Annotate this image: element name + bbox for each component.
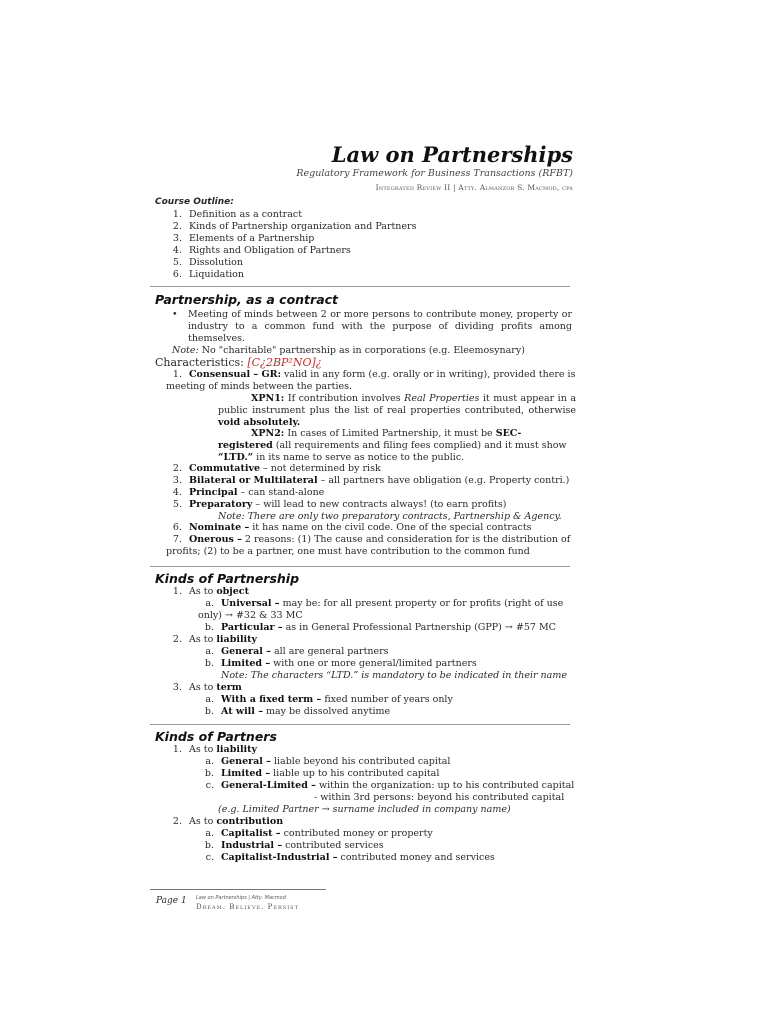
kpr-liability: 1. As to liability bbox=[172, 744, 258, 755]
kp-limited: b. Limited – with one or more general/limited partners bbox=[204, 658, 477, 669]
characteristics-list bbox=[166, 463, 569, 511]
list-item: 4. Principal – can stand-alone bbox=[172, 487, 325, 498]
section-heading-kinds-partners: Kinds of Partners bbox=[155, 729, 277, 744]
characteristic-1: 1. Consensual – GR: valid in any form (e.g. orally or in writing), provided there is meeting of minds between the parties. bbox=[166, 369, 576, 392]
kpr-gl-note: (e.g. Limited Partner → surname included in company name) bbox=[218, 804, 511, 815]
kp-general: a. General – all are general partners bbox=[205, 646, 389, 657]
kp-fixed-term: a. With a fixed term – fixed number of years only bbox=[205, 694, 453, 705]
preparatory-note: Note: There are only two preparatory contracts, Partnership & Agency. bbox=[218, 511, 562, 522]
kpr-contribution: 2. As to contribution bbox=[172, 816, 284, 827]
page-subtitle: Regulatory Framework for Business Transactions (RFBT) bbox=[296, 168, 573, 179]
kp-liability: 2. As to liability bbox=[172, 634, 258, 645]
page-number: Page 1 bbox=[156, 896, 187, 906]
mnemonic: [C¿2BP²NO]¿ bbox=[247, 356, 322, 369]
list-item: 2. Kinds of Partnership organization and Partners bbox=[172, 221, 417, 232]
course-outline-heading: Course Outline: bbox=[155, 197, 234, 207]
xpn2: XPN2: In cases of Limited Partnership, it must be SEC-registered (all requirements and filing fees complied) and it must show “LTD.” in its name to serve as notice to the public. bbox=[218, 428, 567, 463]
list-item: 5. Preparatory – will lead to new contracts always! (to earn profits) bbox=[172, 499, 507, 510]
kpr-capitalist-industrial: c. Capitalist-Industrial – contributed money and services bbox=[205, 852, 495, 863]
course-outline-list bbox=[166, 209, 416, 281]
page-title: Law on Partnerships bbox=[331, 142, 573, 167]
kpr-general-limited: c. General-Limited – within the organization: up to his contributed capital bbox=[205, 780, 575, 791]
divider bbox=[150, 566, 570, 567]
xpn1: XPN1: If contribution involves Real Properties it must appear in a public instrument plus the list of real properties contributed, otherwise void absolutely. bbox=[218, 393, 576, 428]
kp-object: 1. As to object bbox=[172, 586, 249, 597]
list-item: 6. Liquidation bbox=[172, 269, 245, 280]
characteristics-label: Characteristics: [C¿2BP²NO]¿ bbox=[155, 356, 322, 369]
divider bbox=[150, 724, 570, 725]
footer-motto: Dream. Believe. Persist bbox=[196, 903, 299, 911]
list-item: 3. Bilateral or Multilateral – all partners have obligation (e.g. Property contri.) bbox=[172, 475, 570, 486]
kp-term: 3. As to term bbox=[172, 682, 242, 693]
kpr-capitalist: a. Capitalist – contributed money or property bbox=[205, 828, 433, 839]
footer-divider bbox=[150, 889, 326, 890]
kp-universal: a. Universal – may be: for all present property or for profits (right of use only) → #32 & 33 MC bbox=[198, 598, 564, 621]
kp-particular: b. Particular – as in General Professional Partnership (GPP) → #57 MC bbox=[204, 622, 556, 633]
page-subline: Integrated Review II | Atty. Almanzor S. Macmod, cpa bbox=[375, 183, 573, 192]
kp-at-will: b. At will – may be dissolved anytime bbox=[204, 706, 391, 717]
kpr-limited: b. Limited – liable up to his contributed capital bbox=[204, 768, 440, 779]
list-item: 3. Elements of a Partnership bbox=[172, 233, 315, 244]
list-item: 5. Dissolution bbox=[172, 257, 243, 268]
footer-caption: Law on Partnerships | Atty. Macmod bbox=[196, 895, 286, 901]
list-item: 4. Rights and Obligation of Partners bbox=[172, 245, 351, 256]
contract-note: Note: No "charitable" partnership as in corporations (e.g. Eleemosynary) bbox=[172, 345, 525, 356]
divider bbox=[150, 286, 570, 287]
list-item: 1. Definition as a contract bbox=[172, 209, 303, 220]
kpr-industrial: b. Industrial – contributed services bbox=[204, 840, 384, 851]
list-item: 2. Commutative – not determined by risk bbox=[172, 463, 381, 474]
section-heading-contract: Partnership, as a contract bbox=[155, 292, 339, 307]
section-heading-kinds-partnership: Kinds of Partnership bbox=[155, 571, 300, 586]
kp-limited-note: Note: The characters “LTD.” is mandatory to be indicated in their name bbox=[221, 670, 567, 681]
kpr-general-limited-2: - within 3rd persons: beyond his contributed capital bbox=[314, 792, 565, 803]
characteristic-7: 7. Onerous – 2 reasons: (1) The cause and consideration for is the distribution of profits; (2) to be a partner, one must have contribution to the common fund bbox=[166, 534, 571, 557]
contract-bullet: • Meeting of minds between 2 or more persons to contribute money, property or industry to a common fund with the purpose of dividing profits among themselves. bbox=[172, 309, 572, 344]
kpr-general: a. General – liable beyond his contributed capital bbox=[205, 756, 451, 767]
characteristic-6: 6. Nominate – it has name on the civil code. One of the special contracts bbox=[172, 522, 532, 533]
